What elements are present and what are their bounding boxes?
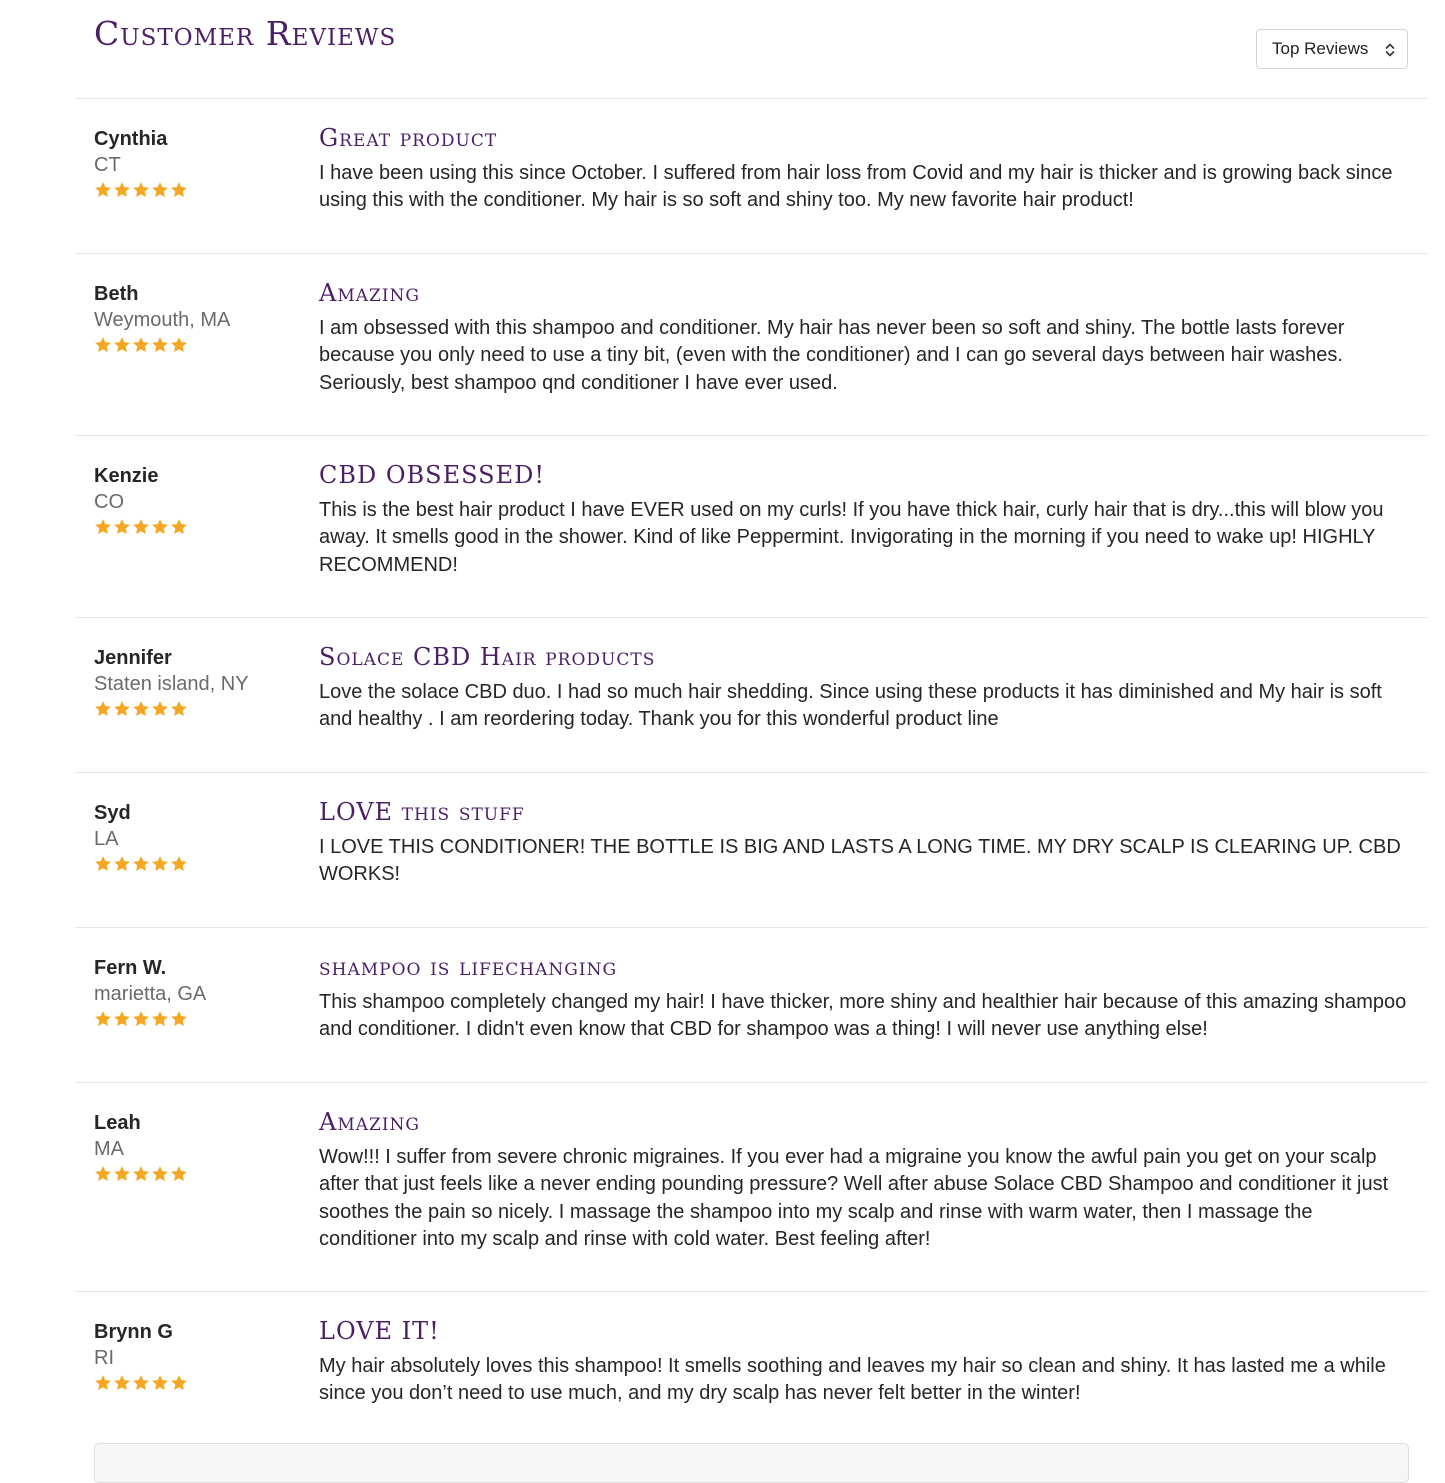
star-icon	[170, 1010, 188, 1028]
star-icon	[151, 855, 169, 873]
star-icon	[151, 518, 169, 536]
star-rating	[94, 1374, 304, 1392]
star-icon	[170, 700, 188, 718]
review-content	[319, 277, 1414, 397]
review-text: This is the best hair product I have EVER used on my curls! If you have thick hair, curly hair that is dry...this will blow you away. It smells good in the shower. Kind of like Peppermint. Invigorating in the morning if you need to wake up! HIGHLY RECOMMEND!	[319, 499, 1384, 576]
reviewer-info	[94, 645, 304, 718]
reviews-header	[0, 0, 1445, 98]
reviewer-info	[94, 463, 304, 536]
sort-selected-value: Top Reviews	[1272, 39, 1369, 58]
star-icon	[113, 181, 131, 199]
star-icon	[113, 700, 131, 718]
star-icon	[151, 181, 169, 199]
star-rating	[94, 700, 304, 718]
review-item	[75, 927, 1427, 1082]
review-text: This shampoo completely changed my hair! I have thicker, more shiny and healthier hair because of this amazing shampoo and conditioner. I didn't even know that CBD for shampoo was a thing! I will never use anything else!	[319, 991, 1407, 1041]
star-icon	[132, 1374, 150, 1392]
star-icon	[132, 1165, 150, 1183]
star-icon	[94, 518, 112, 536]
star-rating	[94, 518, 304, 536]
star-icon	[113, 336, 131, 354]
review-text: I am obsessed with this shampoo and conditioner. My hair has never been so soft and shiny. The bottle lasts forever because you only need to use a tiny bit, (even with the conditioner) and I can go several days between hair washes. Seriously, best shampoo qnd conditioner I have ever used.	[319, 317, 1345, 394]
star-icon	[113, 518, 131, 536]
reviewer-location: MA	[94, 1138, 124, 1160]
review-item	[75, 1291, 1427, 1446]
reviewer-info	[94, 1110, 304, 1183]
review-content	[319, 641, 1414, 734]
reviewer-location: CT	[94, 154, 121, 176]
page-title: Customer Reviews	[94, 14, 397, 53]
star-icon	[94, 1374, 112, 1392]
star-icon	[132, 518, 150, 536]
star-rating	[94, 336, 304, 354]
reviewer-info	[94, 126, 304, 199]
star-rating	[94, 855, 304, 873]
star-rating	[94, 1010, 304, 1028]
star-icon	[113, 1165, 131, 1183]
review-item	[75, 253, 1427, 435]
reviewer-info	[94, 281, 304, 354]
star-icon	[170, 181, 188, 199]
star-icon	[94, 1010, 112, 1028]
review-item	[75, 772, 1427, 927]
reviewer-location: Weymouth, MA	[94, 309, 231, 331]
star-rating	[94, 181, 304, 199]
star-icon	[94, 1165, 112, 1183]
sort-dropdown[interactable]	[1256, 29, 1408, 69]
star-icon	[94, 855, 112, 873]
reviewer-location: RI	[94, 1347, 114, 1369]
star-icon	[94, 336, 112, 354]
reviewer-name: Cynthia	[94, 128, 168, 150]
star-icon	[170, 518, 188, 536]
star-icon	[113, 1374, 131, 1392]
star-icon	[113, 855, 131, 873]
star-icon	[151, 1010, 169, 1028]
reviewer-location: Staten island, NY	[94, 673, 249, 695]
review-content	[319, 122, 1414, 215]
chevron-up-down-icon	[1385, 42, 1395, 58]
review-list	[75, 98, 1427, 1446]
star-icon	[170, 336, 188, 354]
review-title: Solace CBD Hair products	[319, 643, 656, 671]
star-icon	[132, 181, 150, 199]
reviewer-name: Syd	[94, 802, 131, 824]
review-title: Great product	[319, 124, 498, 152]
reviewer-location: LA	[94, 828, 119, 850]
reviewer-info	[94, 955, 304, 1028]
star-icon	[132, 336, 150, 354]
review-title: shampoo is lifechanging	[319, 953, 618, 981]
review-text: Wow!!! I suffer from severe chronic migraines. If you ever had a migraine you know the awful pain you get on your scalp after that just feels like a never ending pounding pressure? Well after abuse Solace CBD Shampoo and conditioner it just soothes the pain so nicely. I massage the shampoo into my scalp and rinse with warm water, then I massage the conditioner into my scalp and rinse with cold water. Best feeling after!	[319, 1146, 1389, 1250]
review-item	[75, 1082, 1427, 1291]
star-icon	[94, 181, 112, 199]
review-content	[319, 459, 1414, 579]
reviewer-name: Kenzie	[94, 465, 159, 487]
review-form-box	[94, 1443, 1409, 1483]
review-text: I LOVE THIS CONDITIONER! THE BOTTLE IS BIG AND LASTS A LONG TIME. MY DRY SCALP IS CLEARING UP. CBD WORKS!	[319, 836, 1401, 886]
reviewer-info	[94, 800, 304, 873]
star-icon	[151, 1374, 169, 1392]
review-title: CBD OBSESSED!	[319, 461, 546, 489]
star-icon	[151, 700, 169, 718]
star-icon	[94, 700, 112, 718]
review-title: LOVE this stuff	[319, 798, 525, 826]
review-item	[75, 435, 1427, 617]
reviewer-info	[94, 1319, 304, 1392]
star-icon	[170, 855, 188, 873]
star-rating	[94, 1165, 304, 1183]
star-icon	[132, 1010, 150, 1028]
reviewer-name: Beth	[94, 283, 139, 305]
review-content	[319, 951, 1414, 1044]
review-content	[319, 1315, 1414, 1408]
review-title: LOVE IT!	[319, 1317, 440, 1345]
star-icon	[151, 336, 169, 354]
reviewer-location: CO	[94, 491, 124, 513]
reviewer-name: Brynn G	[94, 1321, 173, 1343]
review-text: Love the solace CBD duo. I had so much hair shedding. Since using these products it has diminished and My hair is soft and healthy . I am reordering today. Thank you for this wonderful product line	[319, 681, 1382, 731]
review-item	[75, 617, 1427, 772]
review-title: Amazing	[319, 1108, 420, 1136]
review-content	[319, 796, 1414, 889]
review-item	[75, 98, 1427, 253]
star-icon	[151, 1165, 169, 1183]
star-icon	[113, 1010, 131, 1028]
reviewer-name: Jennifer	[94, 647, 172, 669]
review-title: Amazing	[319, 279, 420, 307]
star-icon	[132, 855, 150, 873]
review-content	[319, 1106, 1414, 1253]
review-text: I have been using this since October. I suffered from hair loss from Covid and my hair is thicker and is growing back since using this with the conditioner. My hair is so soft and shiny too. My new favorite hair product!	[319, 162, 1393, 212]
star-icon	[170, 1165, 188, 1183]
star-icon	[132, 700, 150, 718]
review-text: My hair absolutely loves this shampoo! It smells soothing and leaves my hair so clean and shiny. It has lasted me a while since you don’t need to use much, and my dry scalp has never felt better in the winter!	[319, 1355, 1386, 1405]
reviewer-name: Fern W.	[94, 957, 167, 979]
reviewer-name: Leah	[94, 1112, 141, 1134]
star-icon	[170, 1374, 188, 1392]
reviewer-location: marietta, GA	[94, 983, 207, 1005]
